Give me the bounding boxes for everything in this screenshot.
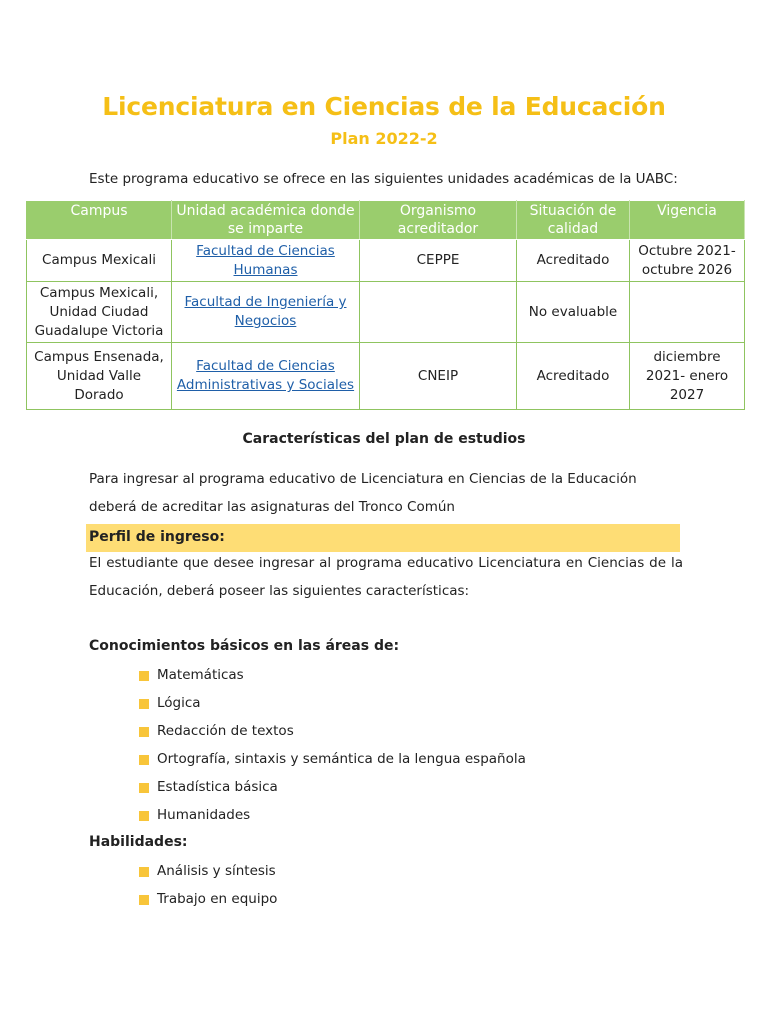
campus-table <box>26 200 745 410</box>
header-unit: Unidad académica donde se imparte <box>172 201 360 240</box>
skills-heading: Habilidades: <box>89 834 188 850</box>
table-row <box>27 282 745 343</box>
list-item-label: Matemáticas <box>157 667 244 683</box>
cell-validity: diciembre 2021- enero 2027 <box>630 343 745 410</box>
knowledge-list <box>139 661 526 829</box>
list-item <box>139 689 526 717</box>
list-item-label: Análisis y síntesis <box>157 863 276 879</box>
cell-unit <box>172 282 360 343</box>
perfil-paragraph: El estudiante que desee ingresar al programa educativo Licenciatura en Ciencias de la Educación, deberá poseer las siguientes características: <box>89 555 683 599</box>
table-row <box>27 343 745 410</box>
document-subtitle: Plan 2022-2 <box>330 129 438 148</box>
header-status: Situación de calidad <box>517 201 630 240</box>
list-item <box>139 661 526 689</box>
table-row <box>27 240 745 282</box>
cell-status: Acreditado <box>517 240 630 282</box>
perfil-heading: Perfil de ingreso: <box>89 529 225 545</box>
cell-campus: Campus Mexicali <box>27 240 172 282</box>
header-campus: Campus <box>27 201 172 240</box>
cell-status: No evaluable <box>517 282 630 343</box>
list-item <box>139 773 526 801</box>
knowledge-heading: Conocimientos básicos en las áreas de: <box>89 638 400 654</box>
unit-link[interactable]: Facultad de Ciencias Administrativas y Sociales <box>176 358 355 393</box>
skills-list <box>139 857 277 913</box>
square-bullet-icon <box>139 895 149 905</box>
unit-link[interactable]: Facultad de Ciencias Humanas <box>196 242 335 278</box>
square-bullet-icon <box>139 699 149 709</box>
square-bullet-icon <box>139 671 149 681</box>
list-item <box>139 857 277 885</box>
list-item-label: Redacción de textos <box>157 723 294 739</box>
list-item-label: Trabajo en equipo <box>157 891 278 907</box>
unit-link[interactable]: Facultad de Ingeniería y Negocios <box>184 294 347 329</box>
header-accreditor: Organismo acreditador <box>360 201 517 240</box>
square-bullet-icon <box>139 811 149 821</box>
cell-campus: Campus Ensenada, Unidad Valle Dorado <box>27 343 172 410</box>
list-item <box>139 801 526 829</box>
square-bullet-icon <box>139 727 149 737</box>
list-item-label: Ortografía, sintaxis y semántica de la lengua española <box>157 751 526 767</box>
table-header-row <box>27 201 745 240</box>
square-bullet-icon <box>139 783 149 793</box>
cell-accreditor: CNEIP <box>360 343 517 410</box>
square-bullet-icon <box>139 755 149 765</box>
list-item-label: Estadística básica <box>157 779 278 795</box>
cell-validity: Octubre 2021- octubre 2026 <box>630 240 745 282</box>
cell-unit <box>172 240 360 282</box>
cell-validity <box>630 282 745 343</box>
cell-status: Acreditado <box>517 343 630 410</box>
admission-paragraph: Para ingresar al programa educativo de Licenciatura en Ciencias de la Educación deberá de acreditar las asignaturas del Tronco Común <box>89 471 637 515</box>
section-heading: Características del plan de estudios <box>242 431 526 447</box>
square-bullet-icon <box>139 867 149 877</box>
document-title: Licenciatura en Ciencias de la Educación <box>102 92 666 121</box>
cell-accreditor <box>360 282 517 343</box>
list-item-label: Humanidades <box>157 807 251 823</box>
list-item-label: Lógica <box>157 695 201 711</box>
list-item <box>139 885 277 913</box>
cell-unit <box>172 343 360 410</box>
list-item <box>139 717 526 745</box>
list-item <box>139 745 526 773</box>
header-validity: Vigencia <box>630 201 745 240</box>
intro-text: Este programa educativo se ofrece en las siguientes unidades académicas de la UABC: <box>89 171 678 187</box>
cell-accreditor: CEPPE <box>360 240 517 282</box>
cell-campus: Campus Mexicali, Unidad Ciudad Guadalupe Victoria <box>27 282 172 343</box>
